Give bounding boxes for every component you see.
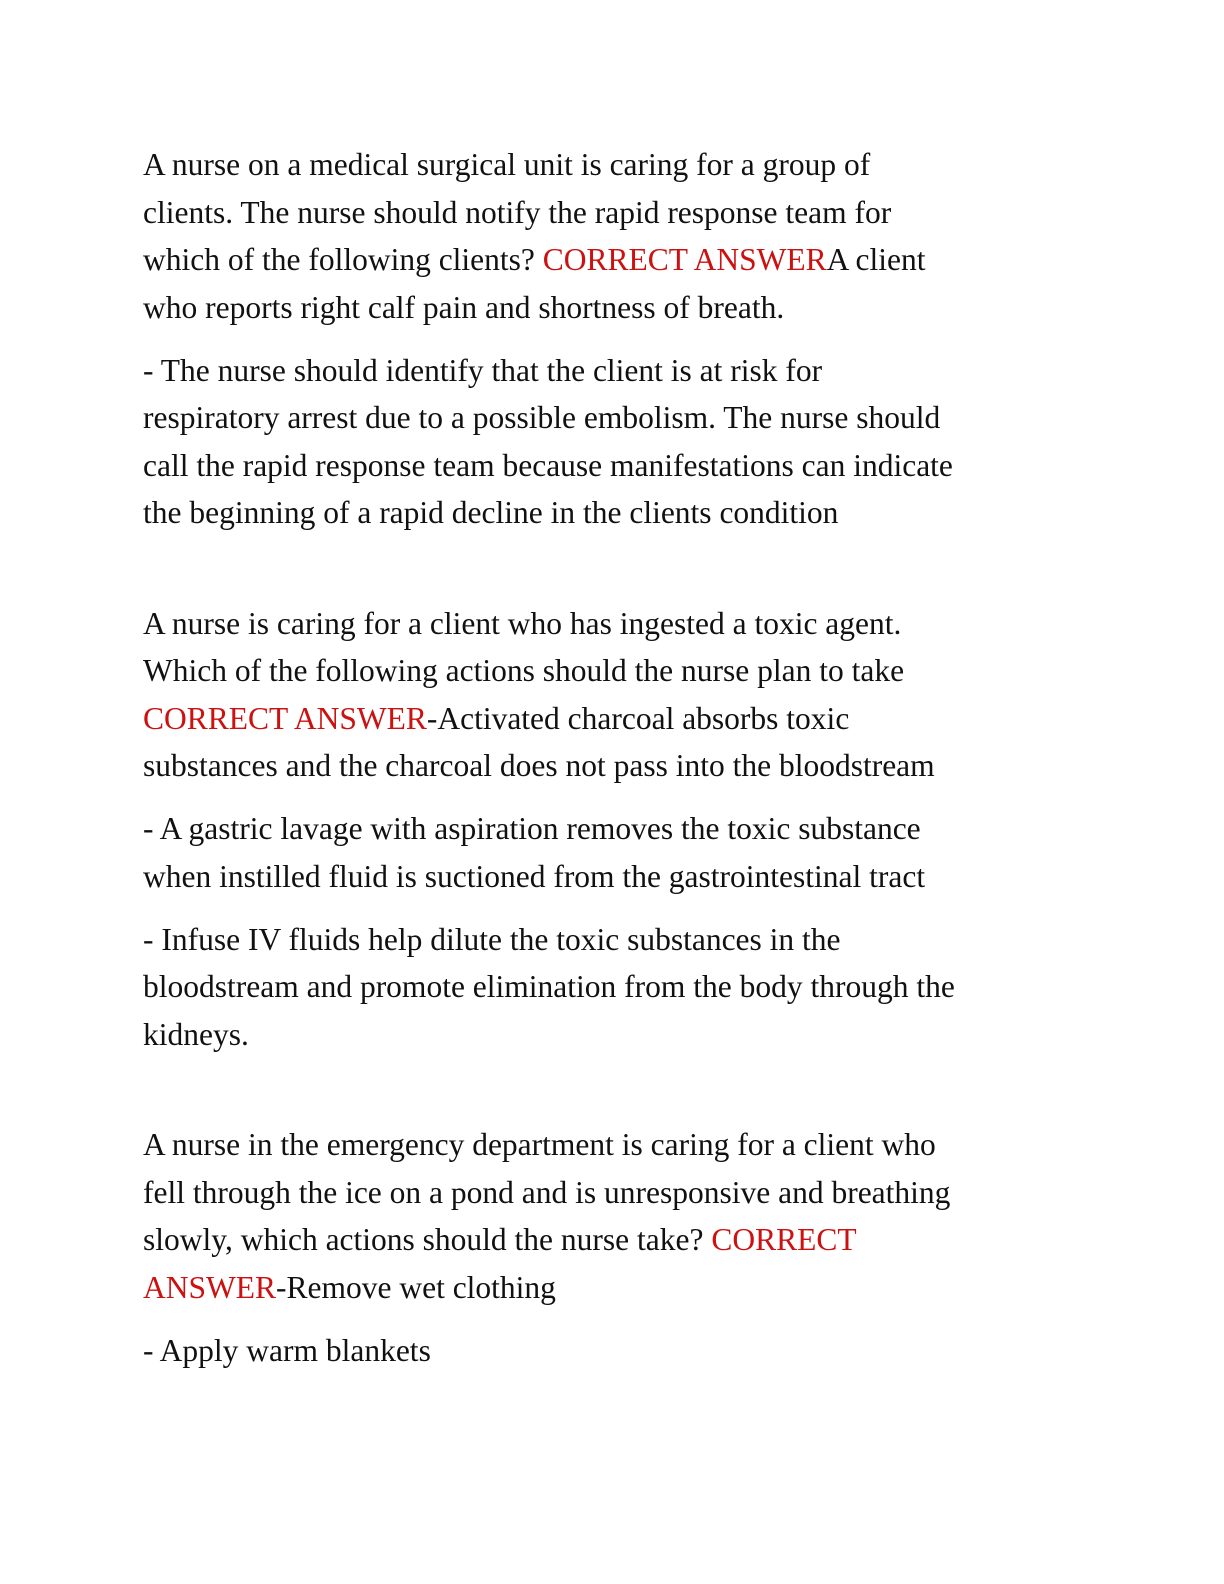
text-line — [143, 141, 1103, 189]
text-line — [143, 853, 1103, 901]
text-line — [143, 1327, 1103, 1375]
text-line — [143, 284, 1103, 332]
text-line — [143, 1216, 1103, 1264]
text-segment: - A gastric lavage with aspiration removes the toxic substance — [143, 811, 921, 846]
text-segment: - Infuse IV fluids help dilute the toxic substances in the — [143, 921, 841, 957]
text-segment: which of the following clients? — [143, 242, 543, 277]
text-segment: call the rapid response team because manifestations can indicate — [143, 447, 953, 483]
text-segment: the beginning of a rapid decline in the clients condition — [143, 495, 839, 530]
document-page — [143, 141, 1103, 1437]
question-paragraph — [143, 600, 1103, 790]
text-segment: clients. The nurse should notify the rapid response team for — [143, 194, 892, 230]
text-segment: when instilled fluid is suctioned from the gastrointestinal tract — [143, 858, 926, 894]
correct-answer-label: CORRECT ANSWER — [143, 700, 427, 736]
text-line — [143, 1011, 1103, 1059]
question-block — [143, 141, 1103, 537]
text-line — [143, 347, 1103, 395]
text-line — [143, 695, 1103, 743]
text-segment: A nurse in the emergency department is caring for a client who — [143, 1127, 936, 1162]
text-line — [143, 805, 1103, 853]
text-line — [143, 963, 1103, 1011]
text-segment: kidneys. — [143, 1016, 249, 1052]
text-segment: Which of the following actions should the nurse plan to take — [143, 653, 905, 688]
text-line — [143, 1121, 1103, 1169]
text-segment: bloodstream and promote elimination from the body through the — [143, 969, 955, 1004]
text-line — [143, 489, 1103, 537]
text-segment: -Activated charcoal absorbs toxic — [426, 700, 850, 736]
text-line — [143, 442, 1103, 490]
text-segment: slowly, which actions should the nurse take? — [143, 1222, 712, 1257]
text-line — [143, 647, 1103, 695]
text-line — [143, 916, 1103, 964]
rationale-paragraph — [143, 347, 1103, 537]
text-segment: fell through the ice on a pond and is unresponsive and breathing — [143, 1174, 951, 1210]
text-line — [143, 742, 1103, 790]
text-line — [143, 1169, 1103, 1217]
question-paragraph — [143, 1121, 1103, 1311]
text-segment: substances and the charcoal does not pass into the bloodstream — [143, 748, 935, 783]
text-segment: A nurse is caring for a client who has ingested a toxic agent. — [143, 605, 902, 641]
text-segment: -Remove wet clothing — [276, 1269, 556, 1305]
text-segment: - Apply warm blankets — [143, 1332, 431, 1368]
text-segment: A client — [826, 242, 926, 277]
text-line — [143, 394, 1103, 442]
rationale-paragraph — [143, 805, 1103, 900]
correct-answer-label: CORRECT ANSWER — [542, 242, 827, 277]
text-segment: who reports right calf pain and shortness of breath. — [143, 289, 785, 325]
text-segment: respiratory arrest due to a possible embolism. The nurse should — [143, 400, 941, 435]
text-line — [143, 236, 1103, 284]
question-paragraph — [143, 141, 1103, 331]
rationale-paragraph — [143, 1327, 1103, 1375]
correct-answer-label: ANSWER — [143, 1269, 276, 1305]
text-segment: - The nurse should identify that the client is at risk for — [143, 352, 823, 388]
text-segment: A nurse on a medical surgical unit is caring for a group of — [143, 147, 871, 182]
rationale-paragraph — [143, 916, 1103, 1059]
question-block — [143, 600, 1103, 1059]
question-block — [143, 1121, 1103, 1374]
text-line — [143, 1264, 1103, 1312]
correct-answer-label: CORRECT — [711, 1222, 857, 1257]
text-line — [143, 600, 1103, 648]
text-line — [143, 189, 1103, 237]
